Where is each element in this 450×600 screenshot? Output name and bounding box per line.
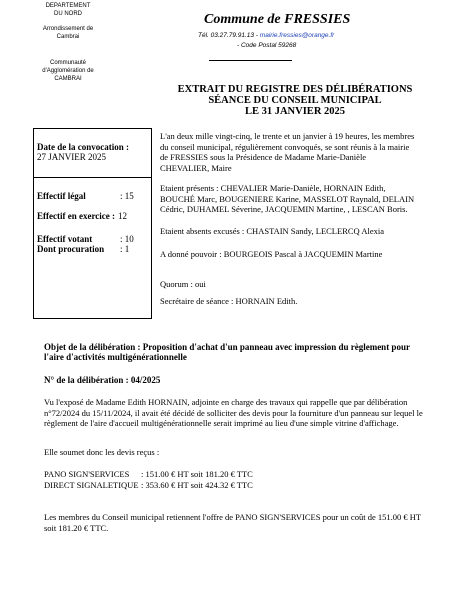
devis-intro: Elle soumet donc les devis reçus : [44,447,160,457]
deliberation-number: N° de la délibération : 04/2025 [44,375,161,385]
quorum-text: Quorum : oui [160,279,206,289]
page-title [160,84,430,117]
procuration-value: : 1 [120,244,130,254]
devis-provider: DIRECT SIGNALETIQUE [44,480,139,490]
effectif-votant-value: : 10 [120,234,134,244]
presents-paragraph: Etaient présents : CHEVALIER Marie-Danièle, HORNAIN Edith, BOUCHÉ Marc, BOUGENIERE Karine, MASSELOT Raynald, DELAIN Cédric, DUHAMEL Séverine, JACQUEMIN Martine, , LESCAN Boris. [160,183,415,214]
devis-amount: : 353.60 € HT soit 424.32 € TTC [141,480,253,490]
effectif-legal-row [37,191,134,201]
arrondissement-line: Cambrai [56,34,80,40]
effectif-votant-row [37,234,134,244]
devis-row [44,469,253,480]
intro-paragraph: L'an deux mille vingt-cinq, le trente et un janvier à 19 heures, les membres du conseil municipal, régulièrement convoqués, se sont réunis à la mairie de FRESSIES sous la Présidence de Madame Marie-Danièle CHEVALIER, Maire [160,131,415,173]
convocation-block [37,142,150,162]
effectif-exercice-row [37,211,127,221]
expose-paragraph: Vu l'exposé de Madame Edith HORNAIN, adjointe en charge des travaux qui rappelle que par délibération n°72/2024 du 15/11/2024, il avait été décidé de solliciter des devis pour la fourniture d'un panneau sur lequel le règlement de l'aire d'accueil multigénérationnelle serait imprimé au lieu d'une simple vitrine d'affichage. [44,397,423,428]
excuses-paragraph: Etaient absents excusés : CHASTAIN Sandy, LECLERCQ Alexia [160,226,384,236]
postal-code: - Code Postal 59268 [237,42,297,49]
department-block [28,2,108,18]
contact-line [198,31,334,41]
box-divider [33,177,152,178]
header-divider [209,60,292,61]
communaute-line: Communauté [49,60,87,66]
effectif-legal-value: : 15 [120,191,134,201]
title-line: LE 31 JANVIER 2025 [244,106,346,117]
communaute-line: d'Agglomération de [42,68,94,74]
department-line: DU NORD [54,11,82,17]
department-line: DEPARTEMENT [45,3,91,9]
effectif-legal-label: Effectif légal [37,191,86,201]
arrondissement-block [28,25,108,41]
arrondissement-line: Arrondissement de [42,26,94,32]
effectif-exercice-value: 12 [118,211,128,221]
phone-text: Tél. 03.27.79.91.13 - [198,32,260,39]
deliberation-subject: Objet de la délibération : Proposition d'achat d'un panneau avec impression du règlement pour l'aire d'activités multigénérationnelle [44,342,410,362]
convocation-date: 27 JANVIER 2025 [37,152,106,162]
procuration-label: Dont procuration [37,244,105,254]
title-line: EXTRAIT DU REGISTRE DES DÉLIBÉRATIONS [177,84,413,95]
communaute-line: CAMBRAI [54,76,82,82]
secretaire-text: Secrétaire de séance : HORNAIN Edith. [160,296,298,306]
conclusion-paragraph: Les membres du Conseil municipal retiennent l'offre de PANO SIGN'SERVICES pour un coût de 151.00 € HT soit 181.20 € TTC. [44,512,421,533]
commune-title: Commune de FRESSIES [204,12,351,27]
procuration-row [37,244,129,254]
title-line: SÉANCE DU CONSEIL MUNICIPAL [208,95,382,106]
effectif-exercice-label: Effectif en exercice : [37,211,116,221]
convocation-label: Date de la convocation : [37,142,129,152]
devis-row [44,480,253,491]
devis-provider: PANO SIGN'SERVICES [44,469,130,479]
pouvoir-paragraph: A donné pouvoir : BOURGEOIS Pascal à JACQUEMIN Martine [160,249,383,259]
devis-amount: : 151.00 € HT soit 181.20 € TTC [141,469,253,479]
communaute-block [28,59,108,83]
email-link[interactable]: mairie.fressies@orange.fr [259,32,335,39]
effectif-votant-label: Effectif votant [37,234,93,244]
